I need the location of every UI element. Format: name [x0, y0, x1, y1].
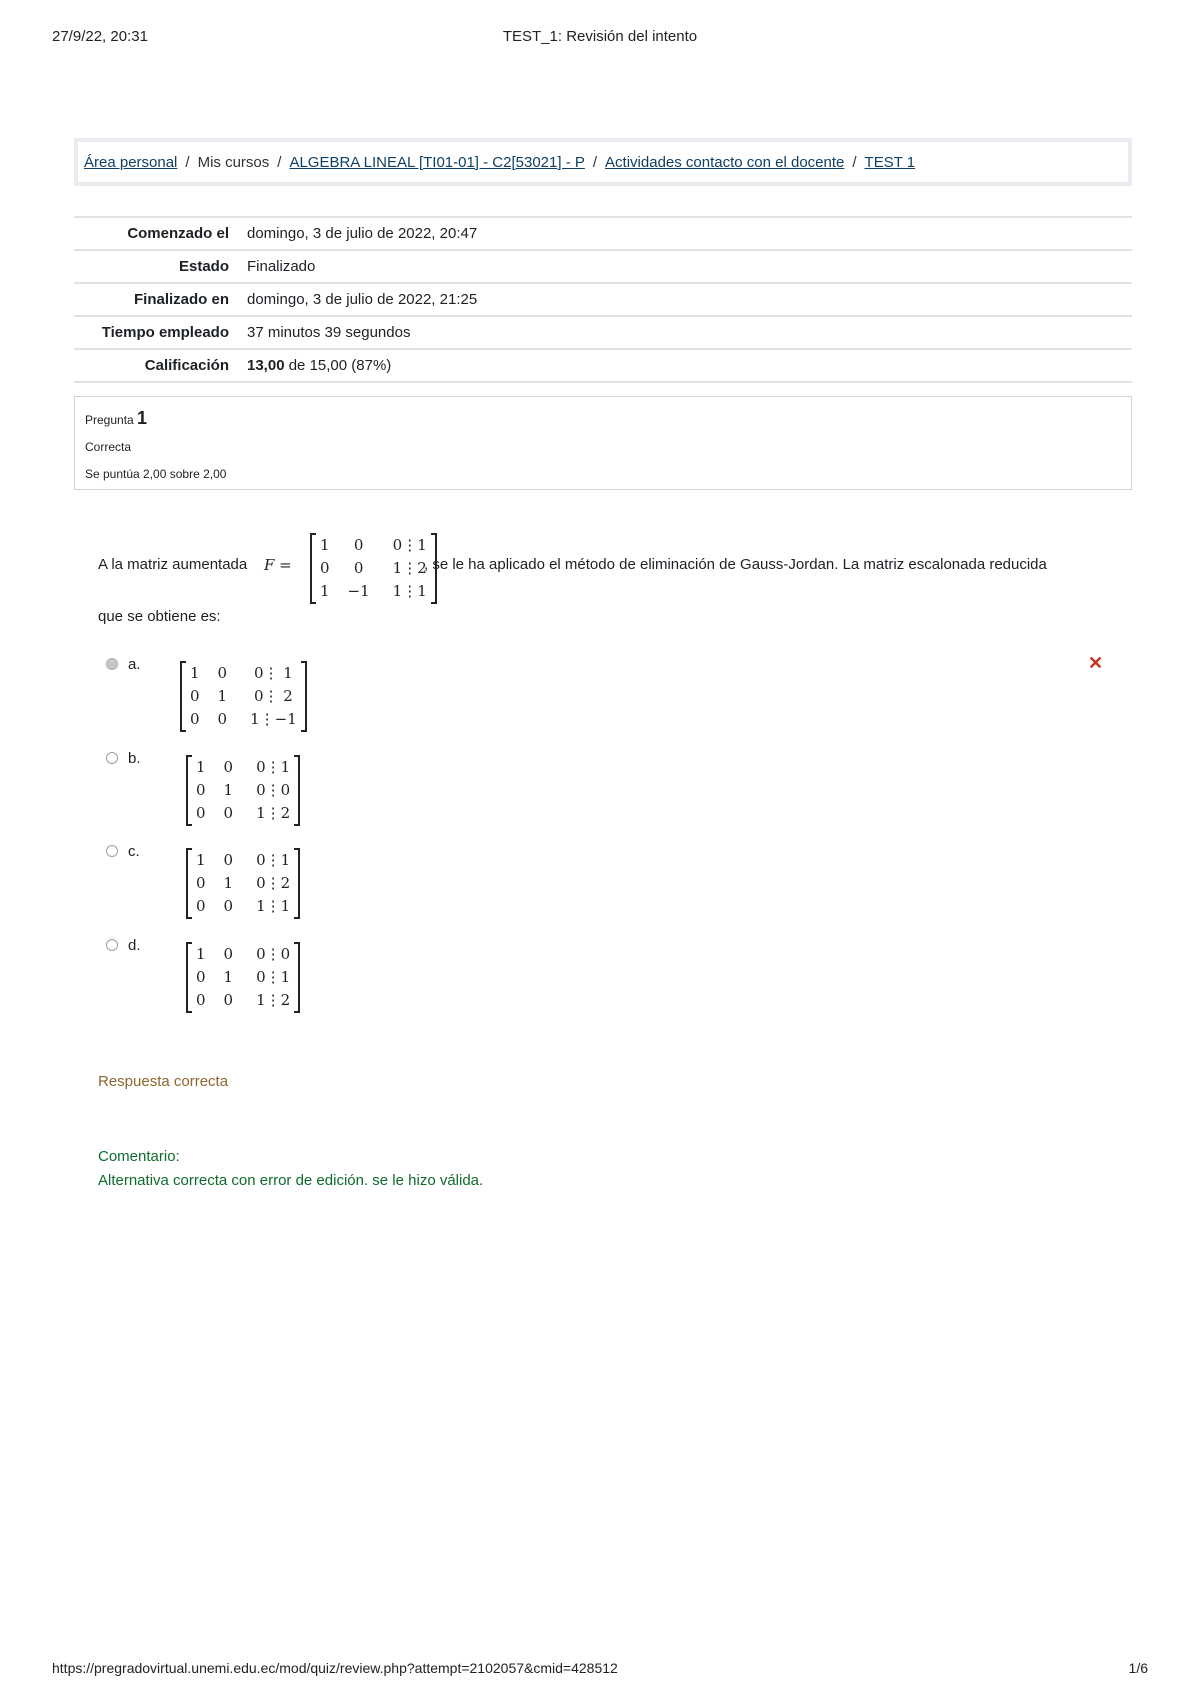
breadcrumb-item-activities[interactable]: Actividades contacto con el docente: [605, 153, 845, 171]
radio-a[interactable]: [106, 658, 118, 670]
comment-text: Alternativa correcta con error de edición. se le hizo válida.: [98, 1172, 484, 1189]
comment-label: Comentario:: [98, 1148, 180, 1165]
print-title: TEST_1: Revisión del intento: [502, 28, 698, 45]
matrix-cell: 1⋮2: [256, 804, 291, 822]
summary-label: Calificación: [144, 357, 229, 374]
matrix-cell: 0: [196, 991, 206, 1009]
matrix-cell: 0: [217, 664, 228, 682]
question-text-before: A la matriz aumentada: [98, 556, 248, 573]
matrix-cell: 0: [320, 559, 330, 577]
breadcrumb-item-test[interactable]: TEST 1: [864, 153, 916, 171]
answer-option-c[interactable]: [106, 843, 1106, 923]
matrix-cell: 0: [223, 897, 234, 915]
matrix-cell: 0: [223, 991, 234, 1009]
matrix-cell: 0⋮2: [256, 874, 291, 892]
matrix-cell: 0: [353, 559, 364, 577]
grade-total: de 15,00 (87%): [288, 357, 392, 374]
matrix-cell: 0⋮1: [392, 536, 427, 554]
print-url: https://pregradovirtual.unemi.edu.ec/mod/quiz/review.php?attempt=2102057&cmid=428512: [52, 1660, 618, 1676]
summary-value: domingo, 3 de julio de 2022, 20:47: [247, 225, 478, 242]
matrix-cell: 0: [196, 804, 206, 822]
breadcrumb-separator: /: [852, 153, 857, 171]
matrix-cell: 0: [190, 710, 200, 728]
question-text-line2: que se obtiene es:: [98, 608, 221, 625]
summary-label: Finalizado en: [133, 291, 229, 308]
matrix-cell: 0: [223, 945, 234, 963]
matrix-cell: 1: [196, 945, 206, 963]
option-letter: d.: [128, 937, 141, 954]
feedback-status: Respuesta correcta: [98, 1073, 229, 1090]
matrix-cell: 1⋮1: [392, 582, 427, 600]
matrix-cell: 0: [196, 968, 206, 986]
matrix-cell: 1: [223, 781, 234, 799]
matrix-cell: 0: [190, 687, 200, 705]
radio-c[interactable]: [106, 845, 118, 857]
breadcrumb: [74, 138, 1132, 186]
option-letter: a.: [128, 656, 141, 673]
matrix-cell: 1: [320, 536, 330, 554]
radio-d[interactable]: [106, 939, 118, 951]
question-info-box: [74, 396, 1132, 490]
summary-row: [74, 217, 1132, 250]
option-matrix: [180, 662, 307, 731]
breadcrumb-item-mis-cursos: Mis cursos: [197, 153, 270, 171]
matrix-cell: 0⋮1: [256, 758, 291, 776]
summary-value: domingo, 3 de julio de 2022, 21:25: [247, 291, 478, 308]
matrix-cell: 1: [196, 758, 206, 776]
matrix-cell: 0⋮1: [256, 851, 291, 869]
summary-value: 37 minutos 39 segundos: [247, 324, 411, 341]
print-page-number: 1/6: [1128, 1660, 1148, 1676]
breadcrumb-separator: /: [592, 153, 598, 171]
question-state: Correcta: [85, 440, 132, 454]
summary-row: [74, 283, 1132, 316]
matrix-cell: 0⋮ 1: [253, 664, 293, 682]
summary-label: Estado: [178, 258, 229, 275]
matrix-cell: −1: [347, 582, 370, 600]
matrix-cell: 1: [196, 851, 206, 869]
matrix-cell: 1⋮2: [256, 991, 291, 1009]
question-number: 1: [137, 408, 148, 428]
matrix-cell: 0: [196, 874, 206, 892]
matrix-cell: 0: [353, 536, 364, 554]
option-matrix: [186, 849, 300, 918]
grade-score: 13,00: [247, 357, 285, 374]
matrix-cell: 1: [190, 664, 200, 682]
breadcrumb-separator: /: [185, 153, 190, 171]
close-icon: ✕: [1088, 653, 1104, 673]
matrix-cell: 0: [223, 804, 234, 822]
summary-value: [243, 349, 1132, 382]
matrix-cell: 0: [217, 710, 228, 728]
matrix-cell: 0⋮ 2: [253, 687, 293, 705]
question-matrix: [310, 534, 437, 603]
answer-option-a[interactable]: [106, 656, 1106, 736]
attempt-summary-table: [74, 216, 1132, 383]
breadcrumb-separator: /: [277, 153, 282, 171]
option-matrix: [186, 943, 300, 1012]
matrix-cell: 1⋮−1: [250, 710, 297, 728]
matrix-cell: 1: [217, 687, 228, 705]
matrix-cell: 1: [320, 582, 330, 600]
summary-row: [74, 250, 1132, 283]
matrix-cell: 1⋮2: [392, 559, 427, 577]
matrix-cell: 1: [223, 874, 234, 892]
radio-b[interactable]: [106, 752, 118, 764]
print-datetime: 27/9/22, 20:31: [52, 28, 148, 45]
breadcrumb-item-area-personal[interactable]: Área personal: [84, 153, 178, 171]
answer-option-b[interactable]: [106, 750, 1106, 830]
summary-row: [74, 316, 1132, 349]
question-text-after: , se le ha aplicado el método de eliminación de Gauss-Jordan. La matriz escalonada reducida: [424, 556, 1047, 573]
matrix-cell: 0: [196, 781, 206, 799]
matrix-cell: 0: [223, 851, 234, 869]
summary-row: [74, 349, 1132, 382]
matrix-cell: 1⋮1: [256, 897, 291, 915]
matrix-cell: 0⋮1: [256, 968, 291, 986]
matrix-label: F =: [264, 556, 292, 574]
summary-label: Tiempo empleado: [101, 324, 229, 341]
summary-label: Comenzado el: [127, 225, 229, 242]
matrix-cell: 0: [196, 897, 206, 915]
question-prefix: Pregunta: [85, 413, 134, 427]
breadcrumb-item-course[interactable]: ALGEBRA LINEAL [TI01-01] - C2[53021] - P: [289, 153, 585, 171]
matrix-cell: 1: [223, 968, 234, 986]
question-grade: Se puntúa 2,00 sobre 2,00: [85, 467, 227, 481]
option-letter: b.: [128, 750, 141, 767]
matrix-cell: 0⋮0: [256, 945, 291, 963]
summary-value: Finalizado: [247, 258, 316, 275]
matrix-cell: 0: [223, 758, 234, 776]
matrix-cell: 0⋮0: [256, 781, 291, 799]
answer-option-d[interactable]: [106, 937, 1106, 1017]
option-letter: c.: [128, 843, 140, 860]
option-matrix: [186, 756, 300, 825]
